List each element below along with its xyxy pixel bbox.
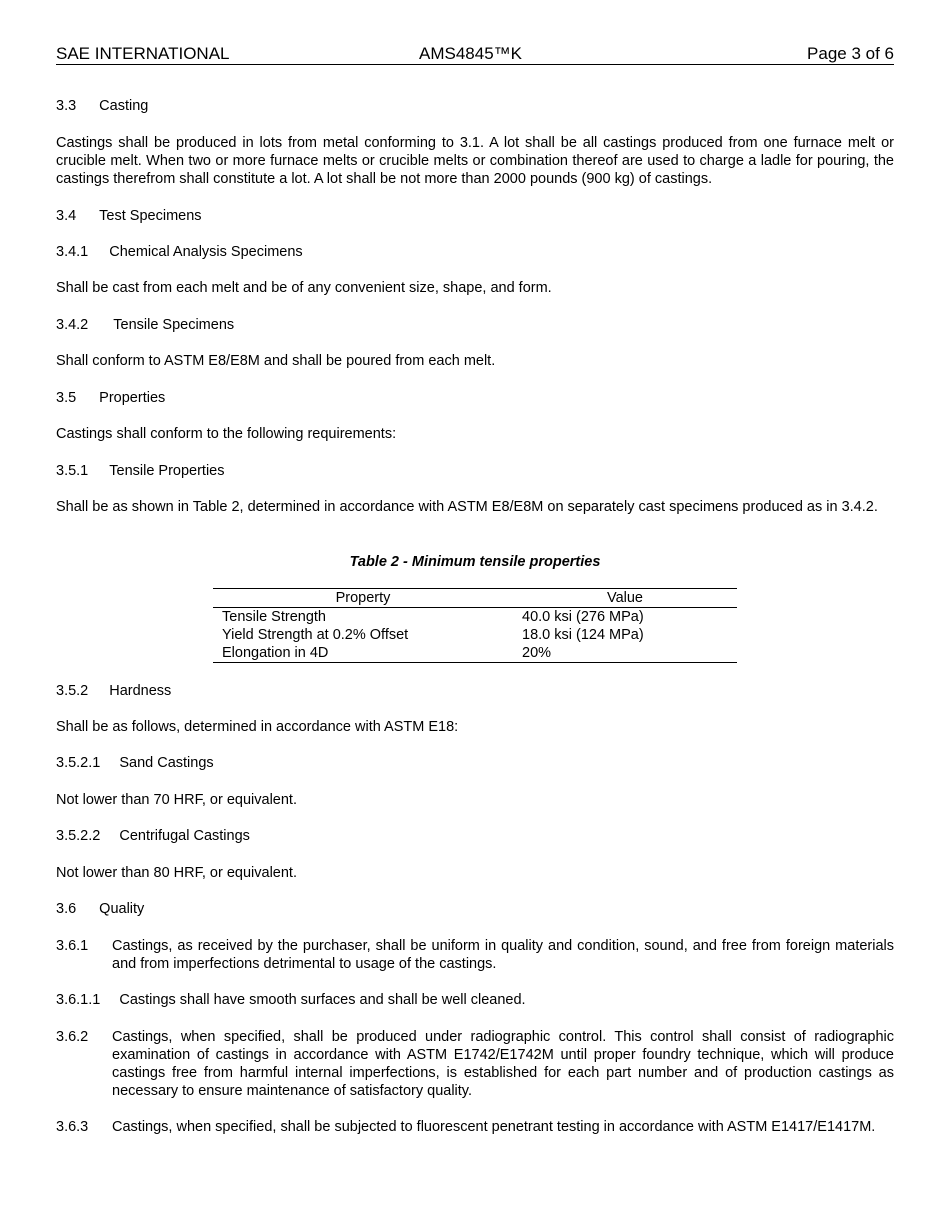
section-text: Castings, when specified, shall be subjected to fluorescent penetrant testing in accordance with ASTM E1417/E1417M. [112,1119,876,1135]
section-3-5-text: Castings shall conform to the following requirements: [56,426,397,442]
section-3-6-2 [56,1028,894,1100]
section-3-3-text: Castings shall be produced in lots from metal conforming to 3.1. A lot shall be all castings produced from one furnace melt or crucible melt. When two or more furnace melts or crucible melts or combination thereof are used to charge a ladle for pouring, the castings therefrom shall constitute a lot. A lot shall be not more than 2000 pounds (900 kg) of castings. [56,135,894,187]
section-3-4-1-text: Shall be cast from each melt and be of any convenient size, shape, and form. [56,280,552,296]
section-3-4-heading [56,207,894,225]
table-caption: Table 2 - Minimum tensile properties [349,554,601,570]
section-number: 3.6 [56,901,77,917]
section-title: Sand Castings [119,755,214,771]
section-3-5-2-2-text: Not lower than 80 HRF, or equivalent. [56,865,297,881]
section-text: Castings shall have smooth surfaces and shall be well cleaned. [119,992,526,1008]
tensile-properties-table [213,588,737,663]
section-number: 3.5.2.1 [56,755,101,771]
section-number: 3.3 [56,98,77,114]
section-3-5-heading [56,389,894,407]
section-3-5-2-1-text: Not lower than 70 HRF, or equivalent. [56,792,297,808]
section-3-6-3 [56,1118,894,1136]
section-3-5-1-heading [56,462,894,480]
section-number: 3.6.1 [56,938,89,954]
section-number: 3.4.2 [56,317,89,333]
section-number: 3.6.2 [56,1029,89,1045]
section-number: 3.5.1 [56,463,89,479]
section-title: Hardness [109,683,172,699]
property-cell: Elongation in 4D [213,644,513,663]
section-3-3-heading [56,97,894,115]
value-cell: 40.0 ksi (276 MPa) [522,609,644,625]
section-text: Castings, as received by the purchaser, shall be uniform in quality and condition, sound, and free from foreign materials and from imperfections detrimental to usage of the castings. [112,938,894,972]
section-text: Castings, when specified, shall be produced under radiographic control. This control shall consist of radiographic examination of castings in accordance with ASTM E1742/E1742M until proper foundry technique, which will produce castings free from harmful internal imperfections, is established for each part number and of production castings as necessary to ensure maintenance of satisfactory quality. [112,1029,894,1099]
table-row [213,608,737,627]
section-title: Casting [99,98,149,114]
section-3-5-2-1-heading [56,754,894,772]
header-document-number: AMS4845™K [419,44,522,63]
table-header-row [213,589,737,608]
section-number: 3.5 [56,390,77,406]
section-3-4-2-heading [56,316,894,334]
section-3-6-1-1 [56,991,894,1009]
header-page-number: Page 3 of 6 [807,44,894,63]
header-organization: SAE INTERNATIONAL [56,44,230,63]
section-3-5-2-heading [56,682,894,700]
column-header-property: Property [213,589,513,608]
section-3-5-1-text: Shall be as shown in Table 2, determined in accordance with ASTM E8/E8M on separately cast specimens produced as in 3.4.2. [56,499,878,515]
section-number: 3.5.2 [56,683,89,699]
section-number: 3.5.2.2 [56,828,101,844]
property-cell: Tensile Strength [222,609,326,625]
section-number: 3.6.1.1 [56,992,101,1008]
section-3-5-2-text: Shall be as follows, determined in accordance with ASTM E18: [56,719,459,735]
section-3-4-2-text: Shall conform to ASTM E8/E8M and shall be poured from each melt. [56,353,496,369]
value-cell: 18.0 ksi (124 MPa) [522,627,644,643]
page-header [56,44,894,65]
section-title: Chemical Analysis Specimens [109,244,303,260]
section-number: 3.6.3 [56,1119,89,1135]
property-cell: Yield Strength at 0.2% Offset [222,627,409,643]
section-title: Quality [99,901,145,917]
section-3-6-heading [56,900,894,918]
section-number: 3.4.1 [56,244,89,260]
section-title: Tensile Properties [109,463,225,479]
section-3-5-2-2-heading [56,827,894,845]
section-3-4-1-heading [56,243,894,261]
table-row [213,644,737,663]
table-row [213,626,737,644]
section-3-6-1 [56,937,894,973]
section-title: Properties [99,390,166,406]
column-header-value: Value [513,589,737,608]
section-title: Test Specimens [99,208,202,224]
section-number: 3.4 [56,208,77,224]
section-title: Centrifugal Castings [119,828,250,844]
section-title: Tensile Specimens [113,317,235,333]
value-cell: 20% [513,644,737,663]
